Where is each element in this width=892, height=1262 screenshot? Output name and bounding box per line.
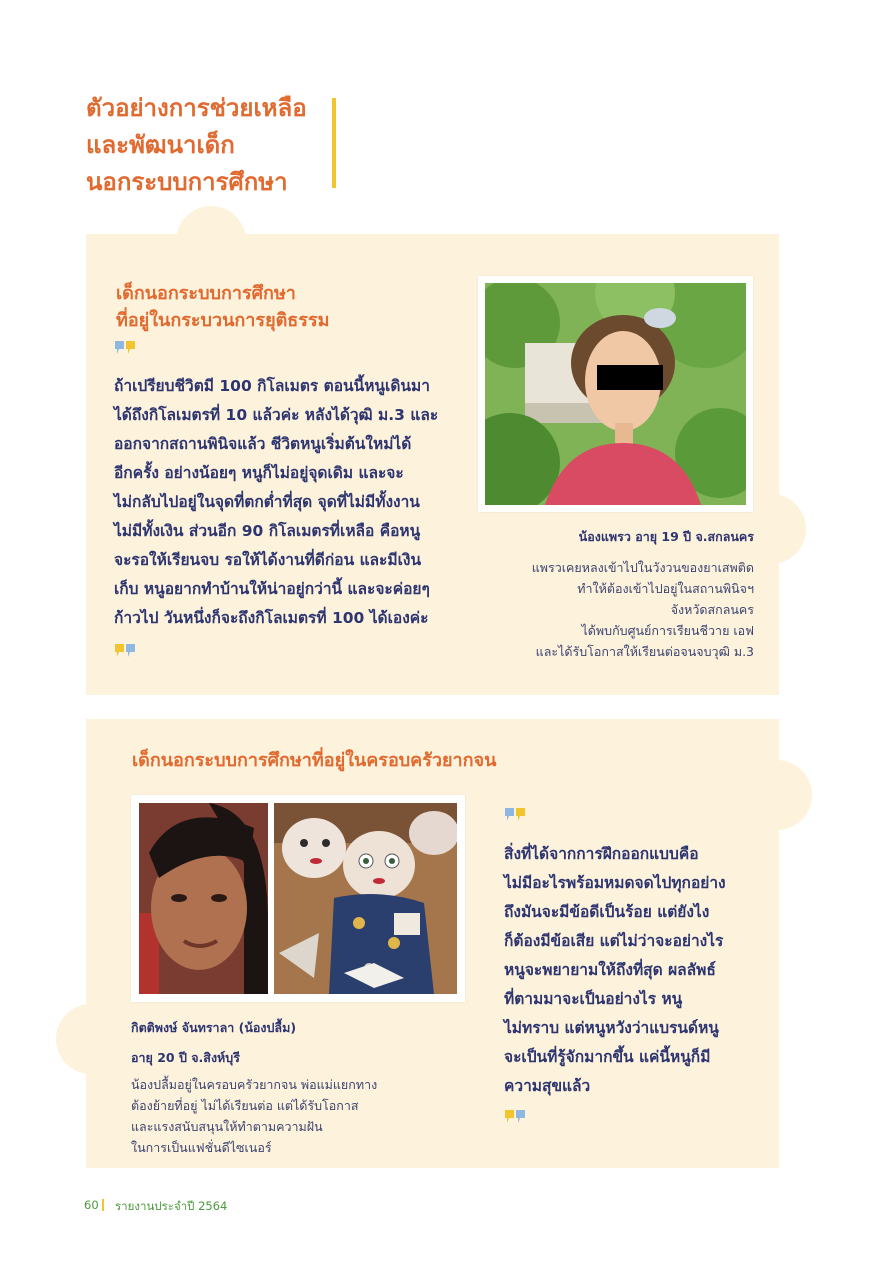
caption-line: แพรวเคยหลงเข้าไปในวังวนของยาเสพติด (531, 560, 754, 575)
section2-caption-name: กิตติพงษ์ จันทราลา (น้องปลื้ม) (131, 1020, 297, 1035)
page-title-line-3: นอกระบบการศึกษา (86, 168, 288, 196)
quote-line: ที่ตามมาจะเป็นอย่างไร หนู (504, 990, 683, 1008)
quote-line: ไม่มีอะไรพร้อมหมดจดไปทุกอย่าง (504, 874, 726, 892)
section2-title: เด็กนอกระบบการศึกษาที่อยู่ในครอบครัวยากจน (132, 750, 497, 771)
section2-caption-description (131, 1074, 461, 1158)
portrait-photo (485, 283, 746, 505)
quote-line: จะรอให้เรียนจบ รอให้ได้งานที่ดีก่อน และมีเงิน (114, 551, 422, 569)
section2-caption-age: อายุ 20 ปี จ.สิงห์บุรี (131, 1050, 240, 1065)
section1-title (116, 280, 456, 334)
caption-line: ทำให้ต้องเข้าไปอยู่ในสถานพินิจฯ (577, 581, 754, 596)
page-title (86, 90, 346, 201)
quote-line: อีกครั้ง อย่างน้อยๆ หนูก็ไม่อยู่จุดเดิม และจะ (114, 464, 404, 482)
close-quote-icon (504, 1108, 528, 1126)
title-accent-bar (332, 98, 336, 188)
caption-line: ในการเป็นแฟชั่นดีไซเนอร์ (131, 1140, 272, 1155)
section1-title-line-1: เด็กนอกระบบการศึกษา (116, 283, 296, 304)
quote-line: ออกจากสถานพินิจแล้ว ชีวิตหนูเริ่มต้นใหม่ได้ (114, 435, 412, 453)
page-title-line-2: และพัฒนาเด็ก (86, 131, 235, 159)
quote-line: ก้าวไป วันหนึ่งก็จะถึงกิโลเมตรที่ 100 ได้เองค่ะ (114, 609, 429, 627)
section1-title-line-2: ที่อยู่ในกระบวนการยุติธรรม (116, 310, 330, 331)
footer-separator (102, 1199, 104, 1211)
quote-line: ความสุขแล้ว (504, 1077, 591, 1095)
quote-line: หนูจะพยายามให้ถึงที่สุด ผลลัพธ์ (504, 961, 716, 979)
caption-line: ได้พบกับศูนย์การเรียนชีวาย เอฟ (581, 623, 754, 638)
quote-line: จะเป็นที่รู้จักมากขึ้น แค่นี้หนูก็มี (504, 1048, 711, 1066)
quote-line: สิ่งที่ได้จากการฝึกออกแบบคือ (504, 845, 699, 863)
handmade-dolls-photo (274, 803, 457, 994)
caption-line: และได้รับโอกาสให้เรียนต่อจนจบวุฒิ ม.3 (535, 644, 754, 659)
quote-line: ไม่กลับไปอยู่ในจุดที่ตกต่ำที่สุด จุดที่ไม่มีทั้งงาน (114, 493, 420, 511)
designer-portrait-photo (139, 803, 268, 994)
open-quote-icon (504, 806, 528, 824)
caption-line: และแรงสนับสนุนให้ทำตามความฝัน (131, 1119, 323, 1134)
quote-line: ได้ถึงกิโลเมตรที่ 10 แล้วค่ะ หลังได้วุฒิ ม.3 และ (114, 406, 439, 424)
quote-line: ถ้าเปรียบชีวิตมี 100 กิโลเมตร ตอนนี้หนูเดินมา (114, 377, 430, 395)
footer-report-label: รายงานประจำปี 2564 (115, 1199, 228, 1213)
section1-quote (114, 372, 464, 633)
designer-photos-frame (131, 795, 465, 1002)
caption-line: ต้องย้ายที่อยู่ ไม่ได้เรียนต่อ แต่ได้รับโอกาส (131, 1098, 359, 1113)
section1-caption-description (478, 557, 754, 662)
quote-line: ก็ต้องมีข้อเสีย แต่ไม่ว่าจะอย่างไร (504, 932, 724, 950)
footer-page-number: 60 (84, 1198, 99, 1212)
close-quote-icon (114, 642, 138, 660)
open-quote-icon (114, 339, 138, 357)
quote-line: ไม่มีทั้งเงิน ส่วนอีก 90 กิโลเมตรที่เหลือ คือหนู (114, 522, 421, 540)
caption-line: น้องปลื้มอยู่ในครอบครัวยากจน พ่อแม่แยกทาง (131, 1077, 378, 1092)
caption-line: จังหวัดสกลนคร (670, 602, 754, 617)
portrait-photo-frame (478, 276, 753, 512)
section2-quote (504, 840, 754, 1101)
quote-line: ถึงมันจะมีข้อดีเป็นร้อย แต่ยังไง (504, 903, 710, 921)
section1-caption-name: น้องแพรว อายุ 19 ปี จ.สกลนคร (578, 529, 754, 544)
quote-line: ไม่ทราบ แต่หนูหวังว่าแบรนด์หนู (504, 1019, 719, 1037)
quote-line: เก็บ หนูอยากทำบ้านให้น่าอยู่กว่านี้ และจะค่อยๆ (114, 580, 430, 598)
page-title-line-1: ตัวอย่างการช่วยเหลือ (86, 94, 307, 122)
